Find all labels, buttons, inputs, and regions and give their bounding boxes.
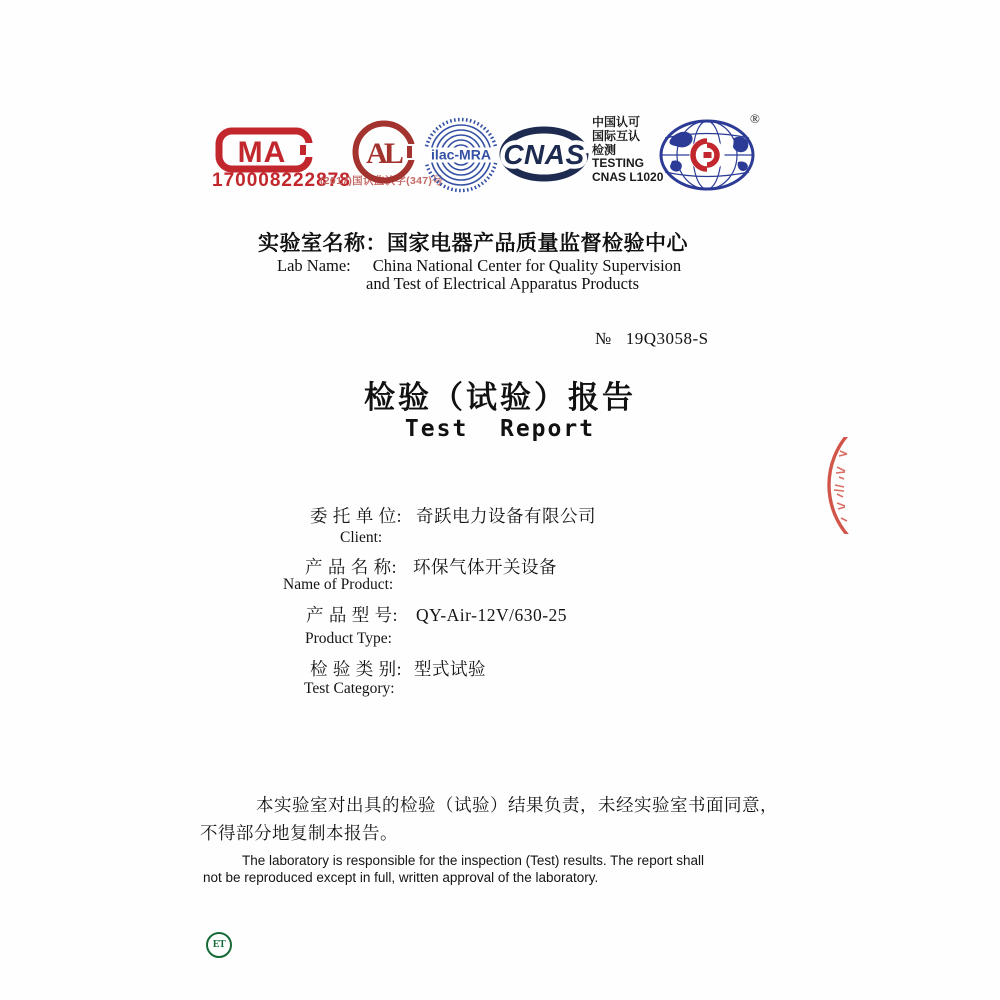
disclaimer-chinese-line2: 不得部分地复制本报告。 (200, 823, 398, 843)
al-monogram: AL (366, 137, 400, 170)
red-seal-arc-icon (826, 437, 849, 534)
lab-name-chinese: 实验室名称：国家电器产品质量监督检验中心 (258, 232, 688, 255)
green-et-seal-icon (206, 932, 232, 958)
report-number-value: 19Q3058-S (625, 329, 709, 348)
report-title-english: Test Report (404, 416, 596, 442)
product-name-label-en: Name of Product: (283, 576, 394, 593)
ilac-mra-logo-icon (422, 116, 500, 194)
cnas-logo-icon (497, 125, 591, 185)
client-label-cn: 委 托 单 位: (310, 506, 402, 526)
cnas-accreditation-text (592, 116, 663, 185)
green-et-seal-text: ET (212, 939, 226, 950)
cma-monogram: MA (237, 136, 287, 169)
acc-line-4: TESTING (592, 156, 645, 171)
client-value: 奇跃电力设备有限公司 (416, 506, 596, 526)
globe-certification-logo-icon (658, 116, 758, 194)
ilac-mra-label: ilac-MRA (431, 146, 491, 163)
product-type-label-en: Product Type: (305, 630, 392, 647)
client-label-en: Client: (340, 529, 383, 546)
lab-name-english-text: China National Center for Quality Supervision (372, 256, 682, 275)
lab-name-english-line1 (277, 256, 681, 276)
cnas-label: CNAS (503, 139, 585, 170)
report-title-chinese: 检验（试验）报告 (364, 380, 636, 415)
disclaimer-english-line2: not be reproduced except in full, written approval of the laboratory. (203, 870, 599, 885)
partial-red-seal (826, 437, 849, 534)
product-type-value: QY-Air-12V/630-25 (416, 605, 568, 625)
disclaimer-english-line1: The laboratory is responsible for the inspection (Test) results. The report shall (242, 853, 704, 868)
lab-name-english-line2: and Test of Electrical Apparatus Products (366, 274, 640, 293)
acc-line-3: 检测 (592, 142, 617, 157)
test-category-value: 型式试验 (414, 659, 486, 679)
registered-trademark-symbol: ® (750, 111, 760, 126)
acc-line-1: 中国认可 (592, 115, 641, 129)
acc-line-5: CNAS L1020 (592, 170, 664, 185)
product-type-label-cn: 产 品 型 号: (306, 605, 398, 625)
client-field-row (310, 503, 596, 528)
cma-logo-icon (215, 126, 315, 174)
product-type-field-row (306, 602, 567, 627)
test-category-label-cn: 检 验 类 别: (310, 659, 402, 679)
test-category-field-row (310, 656, 486, 681)
numero-symbol: № (595, 329, 612, 348)
cma-approval-text: (2017)国认监认字(347)号 (320, 175, 443, 187)
product-name-label-cn: 产 品 名 称: (305, 557, 397, 577)
report-number (595, 329, 709, 349)
cma-certificate-number: 170008222878 (212, 170, 351, 191)
disclaimer-chinese-line1: 本实验室对出具的检验（试验）结果负责，未经实验室书面同意， (256, 795, 778, 815)
test-category-label-en: Test Category: (304, 680, 395, 697)
lab-name-label: Lab Name: (277, 256, 351, 275)
acc-line-2: 国际互认 (592, 128, 641, 143)
al-authorization-logo-icon (346, 118, 422, 188)
product-name-value: 环保气体开关设备 (413, 557, 557, 577)
